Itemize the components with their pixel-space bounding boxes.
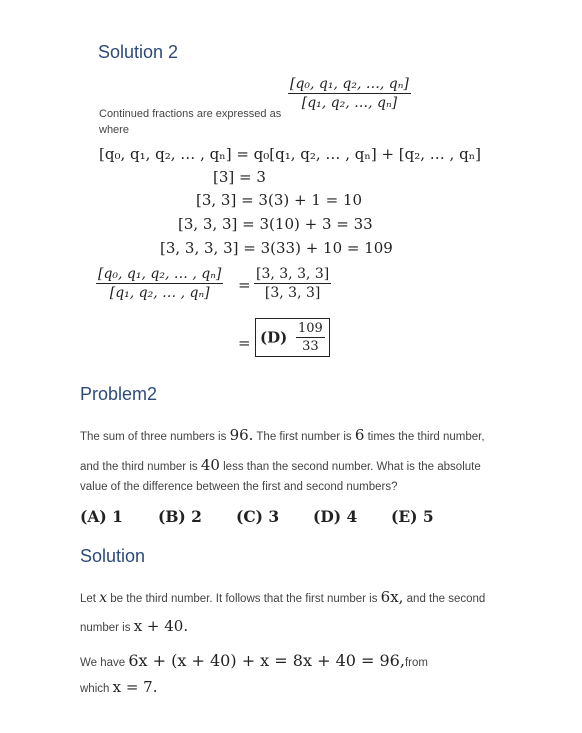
choice-e: (E) 5 — [391, 507, 434, 526]
answer-label: (D) — [260, 328, 288, 347]
equation-333: [3, 3, 3] = 3(10) + 3 = 33 — [178, 215, 373, 233]
header-fraction-numerator: [q₀, q₁, q₂, …, qₙ] — [290, 76, 409, 92]
solution-line4-math: x = 7. — [112, 678, 158, 696]
solution-line1-math: 6x, — [380, 588, 404, 606]
ratio-left-denominator: [q₁, q₂, … , qₙ] — [109, 285, 210, 301]
solution-title: Solution — [80, 546, 146, 566]
problem2-line1 — [80, 426, 485, 444]
problem2-title: Problem2 — [80, 384, 158, 404]
solution-line3-math: 6x + (x + 40) + x = 8x + 40 = 96, — [128, 651, 405, 670]
ratio-left-fraction — [96, 266, 223, 301]
equation-33: [3, 3] = 3(3) + 1 = 10 — [196, 191, 363, 209]
problem2-line3: value of the difference between the first and second numbers? — [80, 481, 398, 493]
solution-line3-text-b: from — [404, 657, 428, 669]
ratio-equals: = — [238, 276, 251, 294]
intro-line2: where — [99, 124, 129, 136]
solution-line1 — [80, 588, 485, 606]
ratio-right-fraction — [254, 266, 331, 301]
intro-line1: Continued fractions are expressed as — [99, 108, 282, 120]
header-fraction-denominator: [q₁, q₂, …, qₙ] — [301, 95, 398, 111]
choice-a: (A) 1 — [80, 507, 123, 526]
problem2-line1-math-6: 6 — [354, 426, 365, 444]
problem2-line1-text-b: The first number is — [253, 431, 355, 443]
header-fraction — [288, 76, 411, 111]
problem2-line1-text-c: times the third number, — [364, 431, 485, 443]
ratio-right-denominator: [3, 3, 3] — [264, 285, 321, 301]
solution-line1-var-x: x — [99, 590, 108, 606]
solution-line1-text-c: and the second — [403, 593, 486, 605]
ratio-left-numerator: [q₀, q₁, q₂, … , qₙ] — [98, 266, 222, 282]
problem2-line2-math-40: 40 — [200, 456, 220, 474]
equation-recurrence: [q₀, q₁, q₂, … , qₙ] = q₀[q₁, q₂, … , qₙ] + [q₂, … , qₙ] — [99, 145, 482, 163]
equation-3: [3] = 3 — [213, 168, 266, 186]
solution-line3-text-a: We have — [80, 657, 129, 669]
ratio-right-numerator: [3, 3, 3, 3] — [256, 266, 330, 282]
solution-line3 — [80, 651, 428, 670]
answer-fraction — [296, 321, 325, 354]
problem2-line2 — [80, 456, 481, 474]
answer-equals: = — [238, 334, 251, 352]
problem2-line2-text-b: less than the second number. What is the absolute — [219, 461, 481, 473]
solution-line1-text-a: Let — [80, 593, 100, 605]
solution2-title: Solution 2 — [98, 42, 179, 62]
solution-line2 — [80, 617, 188, 635]
choice-c: (C) 3 — [236, 507, 280, 526]
choice-d: (D) 4 — [313, 507, 358, 526]
solution-line2-text-a: number is — [80, 622, 134, 634]
answer-box — [255, 318, 330, 357]
solution-line4-text-a: which — [80, 683, 113, 695]
problem2-line1-text-a: The sum of three numbers is — [80, 431, 230, 443]
problem2-line2-text-a: and the third number is — [80, 461, 201, 473]
problem2-line1-math-sum: 96. — [229, 426, 254, 444]
choice-b: (B) 2 — [158, 507, 202, 526]
answer-denominator: 33 — [302, 339, 319, 354]
equation-3333: [3, 3, 3, 3] = 3(33) + 10 = 109 — [160, 239, 393, 257]
answer-numerator: 109 — [297, 321, 323, 336]
solution-line2-math: x + 40. — [133, 617, 189, 635]
solution-line4 — [80, 678, 158, 696]
solution-line1-text-b: be the third number. It follows that the first number is — [107, 593, 381, 605]
